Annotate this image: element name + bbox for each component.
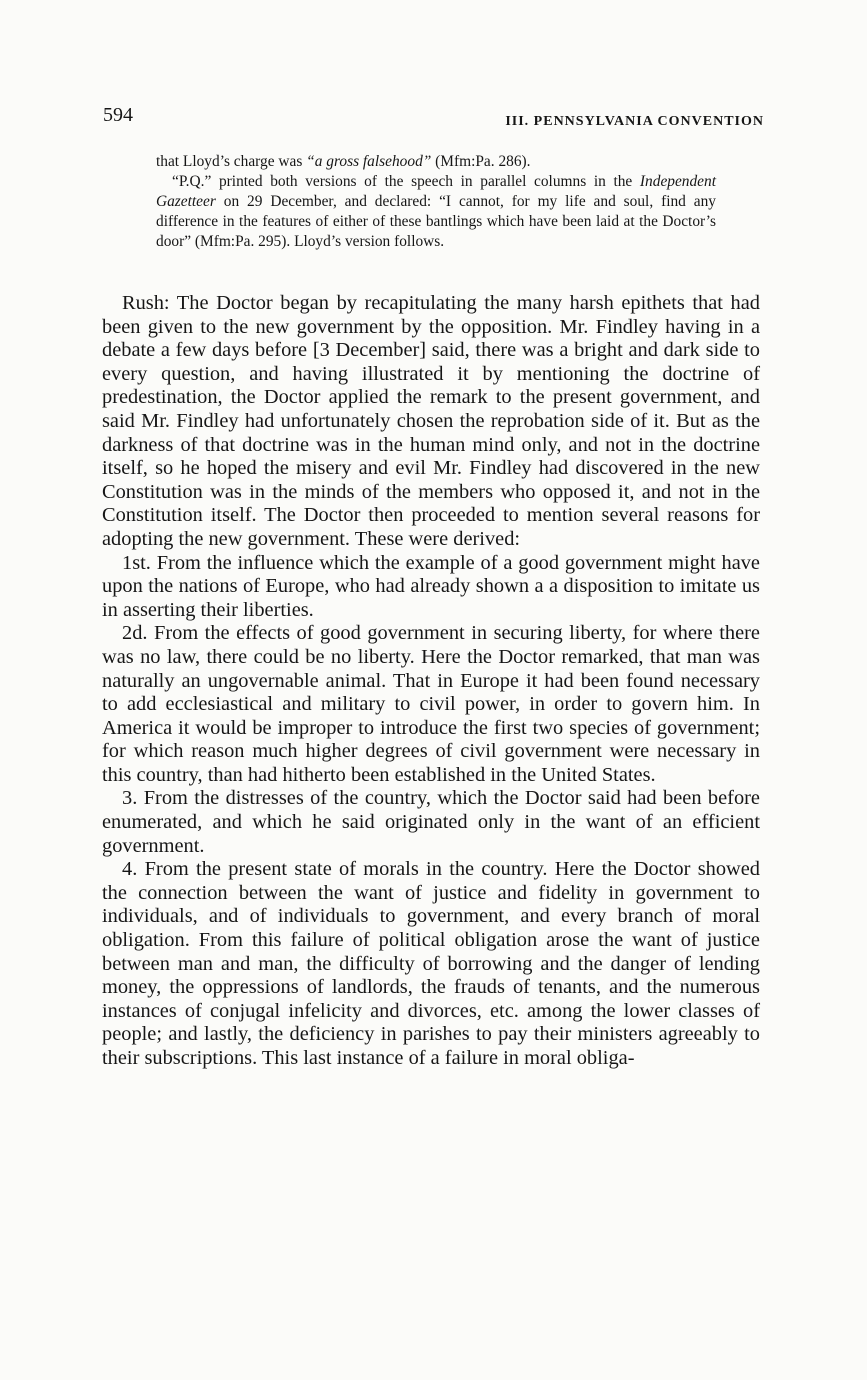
note-line-1 bbox=[156, 152, 716, 172]
body-paragraph-4: 3. From the distresses of the country, which the Doctor said had been before enumerated, and which he said originated only in the want of an efficient government. bbox=[102, 787, 760, 857]
page-number: 594 bbox=[103, 104, 133, 126]
note-italic-quote: “a gross falsehood” bbox=[306, 153, 432, 170]
note-text: (Mfm:Pa. 286). bbox=[431, 153, 531, 170]
running-head: III. PENNSYLVANIA CONVENTION bbox=[505, 114, 764, 129]
body-paragraph-1: Rush: The Doctor began by recapitulating the many harsh epithets that had been given to the new government by the opposition. Mr. Findley having in a debate a few days before [3 December] said, there was a bright and dark side to every question, and having illustrated it by mentioning the doctrine of predestination, the Doctor applied the remark to the present government, and said Mr. Findley had unfortunately chosen the reprobation side of it. But as the darkness of that doctrine was in the human mind only, and not in the doctrine itself, so he hoped the misery and evil Mr. Findley had discovered in the new Constitution was in the minds of the members who opposed it, and not in the Constitution itself. The Doctor then proceeded to mention several reasons for adopting the new government. These were derived: bbox=[102, 292, 760, 550]
body-paragraph-5: 4. From the present state of morals in the country. Here the Doctor showed the connection between the want of justice and fidelity in government to individuals, and of individuals to government, and every branch of moral obligation. From this failure of political obligation arose the want of justice between man and man, the difficulty of borrowing and the danger of lending money, the oppressions of landlords, the frauds of tenants, and the numerous instances of conjugal infelicity and divorces, etc. among the lower classes of people; and lastly, the deficiency in parishes to pay their ministers agreeably to their subscriptions. This last instance of a failure in moral obliga- bbox=[102, 858, 760, 1069]
footnote-block bbox=[156, 152, 716, 252]
note-text: on 29 December, and declared: “I cannot, for my life and soul, find any difference in the features of either of these bantlings which have been laid at the Doctor’s door” (Mfm:Pa. 295). Lloyd’s version follows. bbox=[156, 193, 716, 250]
body-paragraph-3: 2d. From the effects of good government in securing liberty, for where there was no law, there could be no liberty. Here the Doctor remarked, that man was naturally an ungovernable animal. That in Europe it had been found necessary to add ecclesiastical and military to civil power, in order to govern him. In America it would be improper to introduce the first two species of government; for which reason much higher degrees of civil government were necessary in this country, than had hitherto been established in the United States. bbox=[102, 622, 760, 786]
note-text: “P.Q.” printed both versions of the speech in parallel columns in the bbox=[172, 173, 640, 190]
note-italic-title: Independent Gazetteer bbox=[156, 173, 716, 210]
note-paragraph-2 bbox=[156, 172, 716, 252]
note-text: that Lloyd’s charge was bbox=[156, 153, 307, 170]
main-text bbox=[102, 292, 760, 1071]
body-paragraph-2: 1st. From the influence which the example of a good government might have upon the nations of Europe, who had already shown a a disposition to imitate us in asserting their liberties. bbox=[102, 551, 760, 621]
